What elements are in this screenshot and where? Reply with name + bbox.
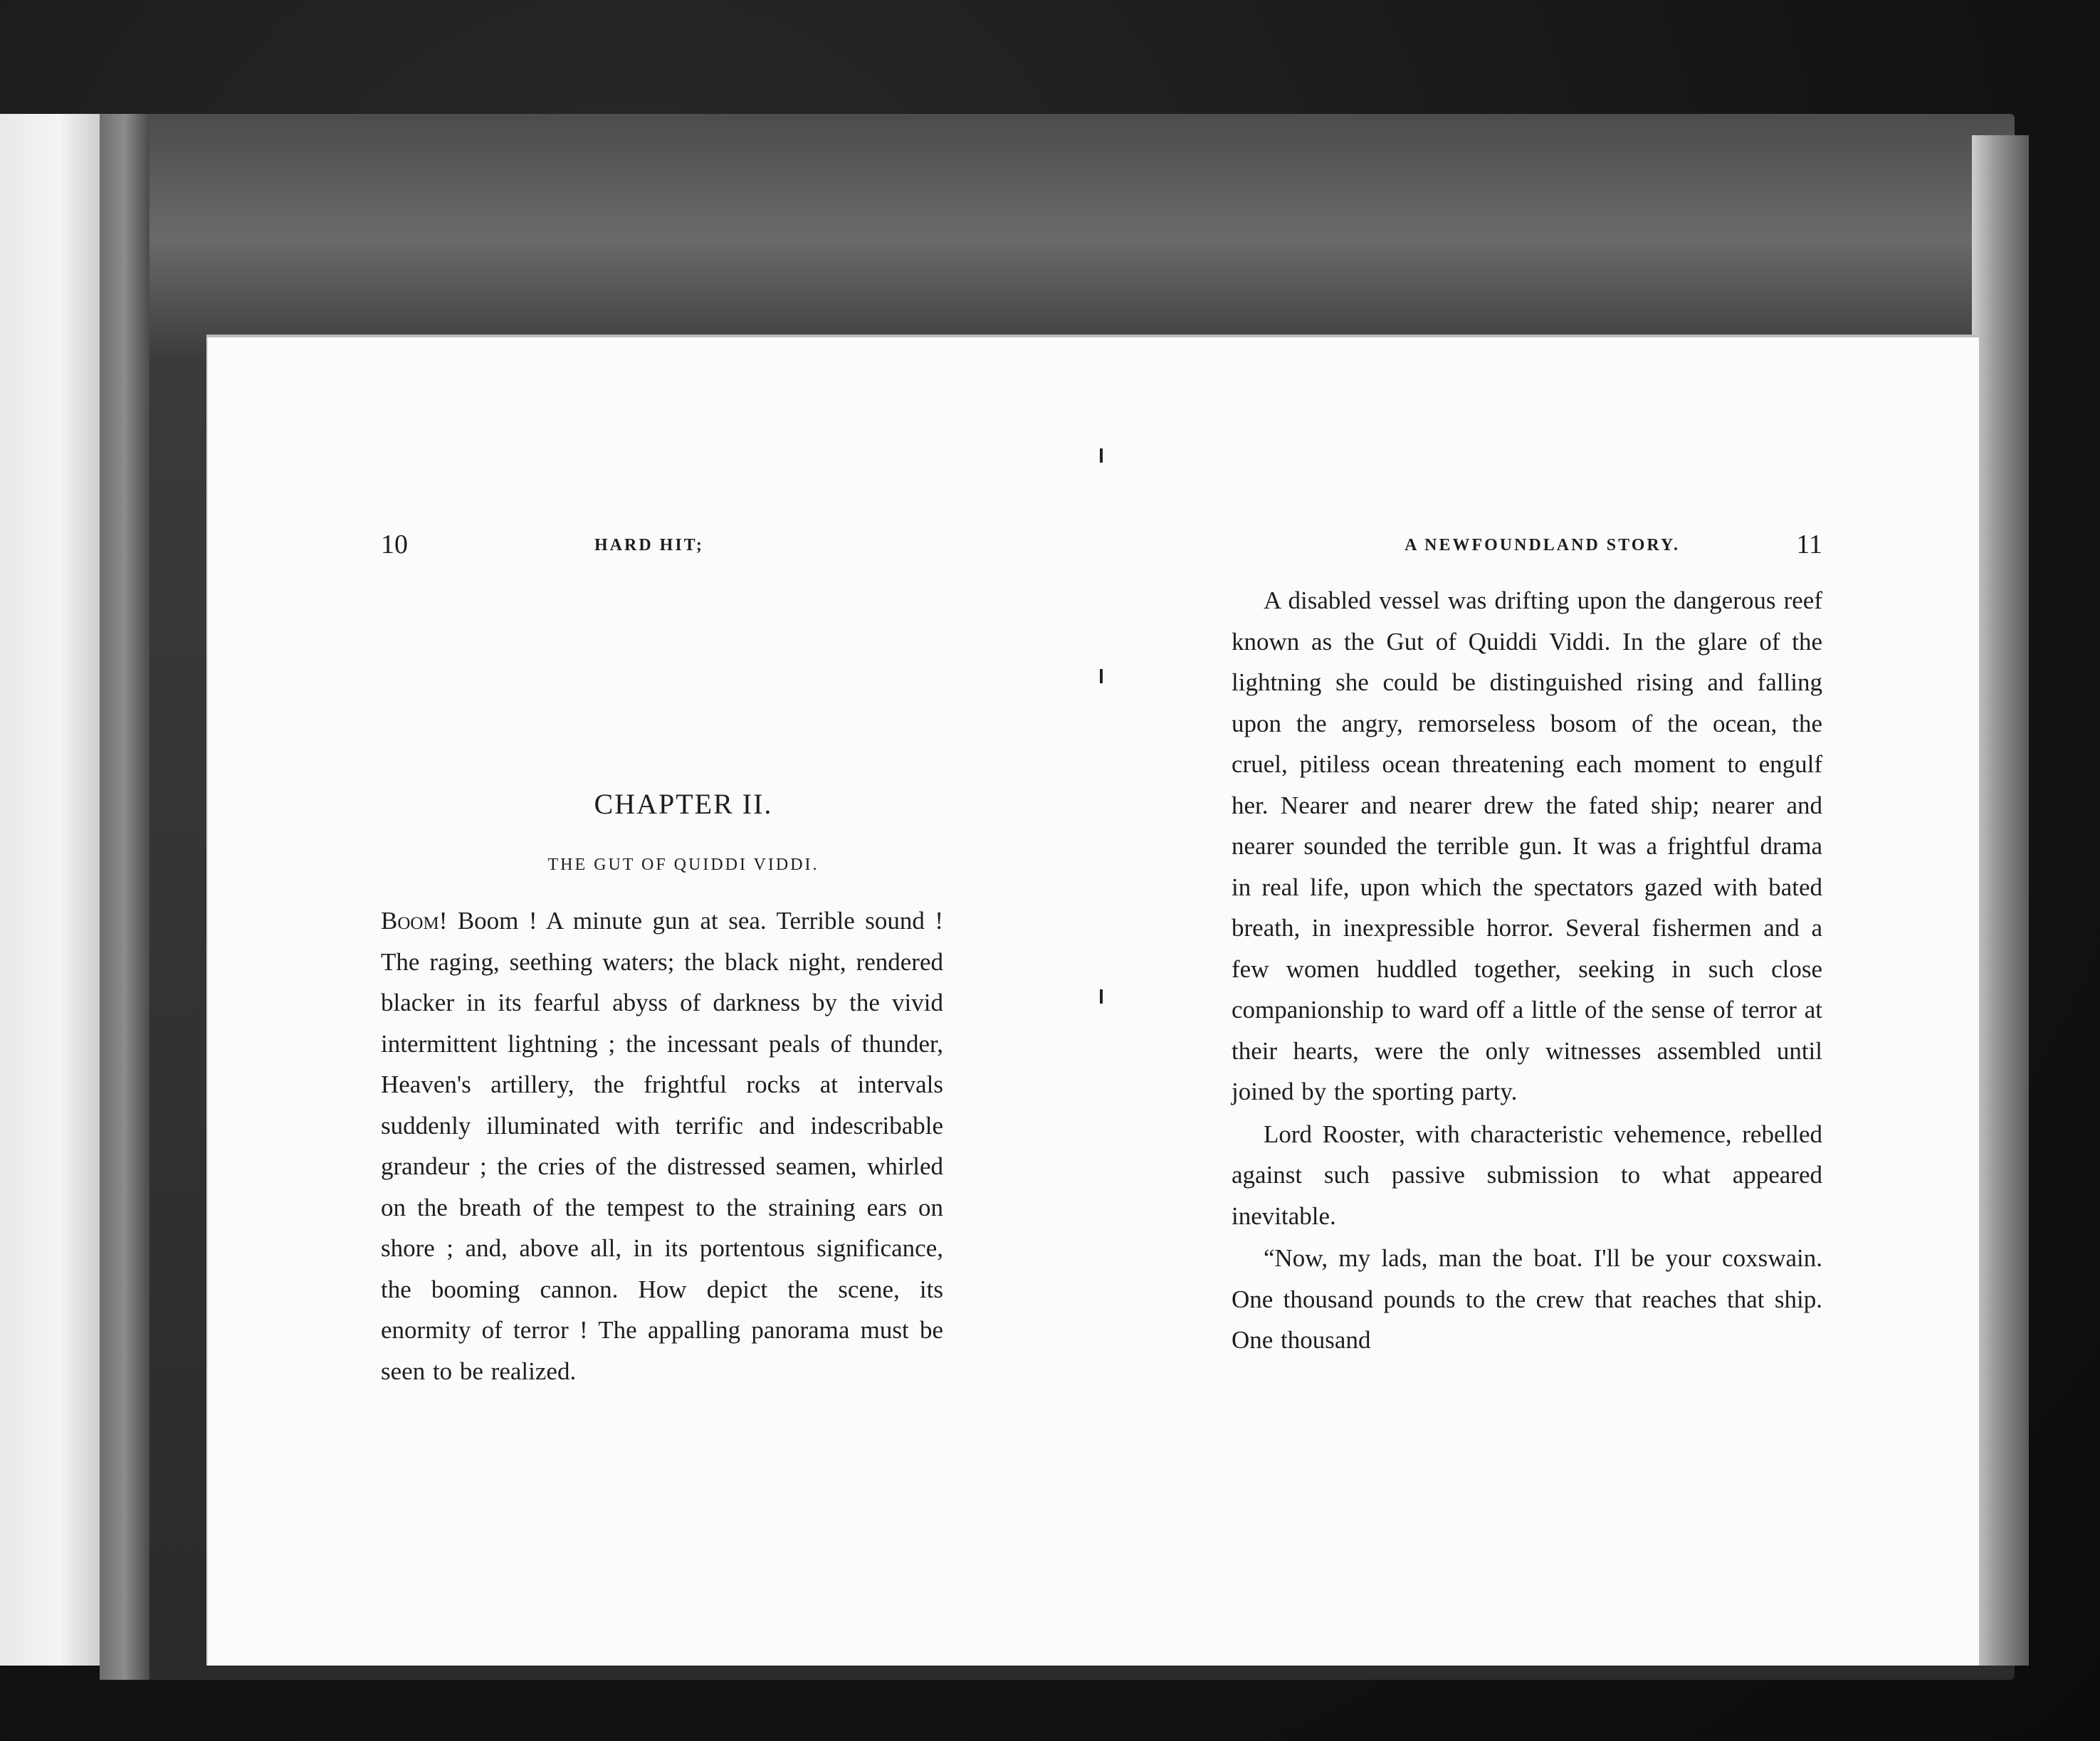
right-page-number: 11 xyxy=(1796,530,1822,559)
left-page-number: 10 xyxy=(381,530,408,559)
page-block-right-edge xyxy=(1972,135,2029,1666)
cover-left-edge xyxy=(100,114,149,1680)
left-body-text xyxy=(381,900,943,1392)
previous-page-edge xyxy=(0,114,100,1666)
left-running-head xyxy=(381,527,1171,562)
right-running-head xyxy=(1232,527,1822,562)
left-paragraph-text: ! Boom ! A minute gun at sea. Terrible sound ! The raging, seething waters; the black night, rendered blacker in its fearful abyss of darkness by the vivid intermittent lightning ; the incessant peals of thunder, Heaven's artillery, the frightful rocks at intervals suddenly illuminated with terrific and indescribable grandeur ; the cries of the distressed seamen, whirled on the breath of the tempest to the straining ears on shore ; and, above all, in its portentous significance, the booming cannon. How depict the scene, its enormity of terror ! The appalling panorama must be seen to be realized. xyxy=(381,907,943,1385)
left-page xyxy=(381,335,1171,1666)
left-paragraph xyxy=(381,900,943,1392)
right-running-title: A NEWFOUNDLAND STORY. xyxy=(1405,536,1680,554)
opening-word: Boom xyxy=(381,907,439,935)
left-running-title: HARD HIT; xyxy=(594,536,704,554)
open-spread xyxy=(206,335,1979,1666)
right-paragraph: “Now, my lads, man the boat. I'll be your coxswain. One thousand pounds to the crew that reaches that ship. One thousand xyxy=(1232,1244,1822,1354)
chapter-number: CHAPTER II. xyxy=(594,788,773,820)
right-paragraph: A disabled vessel was drifting upon the dangerous reef known as the Gut of Quiddi Viddi. In the glare of the lightning she could be distinguished rising and falling upon the angry, remorseless bosom of the ocean, the cruel, pitiless ocean threatening each moment to engulf her. Nearer and nearer drew the fated ship; nearer and nearer sounded the terrible gun. It was a frightful drama in real life, upon which the spectators gazed with bated breath, in inexpressible horror. Several fishermen and a few women huddled together, seeking in such close companionship to ward off a little of the sense of terror at their hearts, were the only witnesses assembled until joined by the sporting party. xyxy=(1232,587,1822,1105)
right-page xyxy=(1232,335,1822,1666)
right-paragraph: Lord Rooster, with characteristic vehemence, rebelled against such passive submission to what appeared inevitable. xyxy=(1232,1120,1822,1230)
chapter-title: THE GUT OF QUIDDI VIDDI. xyxy=(547,856,819,874)
right-body-text xyxy=(1232,580,1822,1362)
